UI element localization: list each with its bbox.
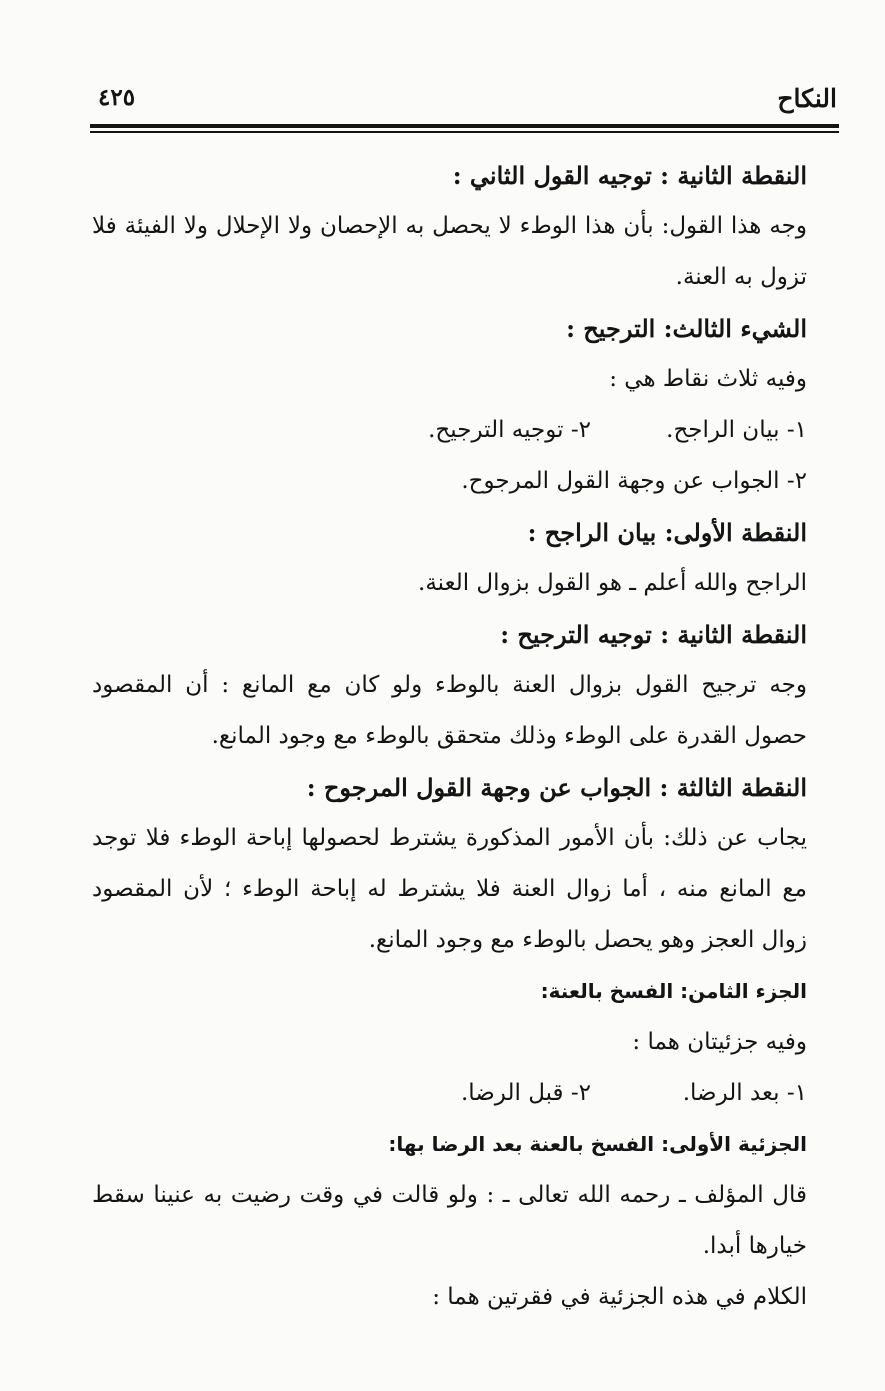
list-item-2: ٢- توجيه الترجيح. (428, 417, 591, 443)
paragraph-three-points-intro: وفيه ثلاث نقاط هي : (609, 366, 807, 392)
paragraph-preferred-opinion: الراجح والله أعلم ـ هو القول بزوال العنة. (418, 570, 807, 596)
paragraph-author-quote: قال المؤلف ـ رحمه الله تعالى ـ : ولو قالت في وقت رضيت به عنينا سقط خيارها أبدا. (92, 1182, 807, 1259)
paragraph-discussion-intro: الكلام في هذه الجزئية في فقرتين هما : (432, 1284, 807, 1310)
header-rule-thick (90, 124, 839, 128)
chapter-title: النكاح (777, 84, 837, 113)
page-number: ٤٢٥ (98, 84, 136, 111)
header-rule-thin (90, 131, 839, 133)
paragraph-second-opinion-reason: وجه هذا القول: بأن هذا الوطء لا يحصل به الإحصان ولا الإحلال ولا الفيئة فلا تزول به العنة. (92, 213, 807, 290)
heading-point-two-preference: النقطة الثانية : توجيه الترجيح : (500, 620, 807, 649)
list-item-after-consent: ١- بعد الرضا. (682, 1080, 807, 1106)
list-row-points (92, 405, 835, 456)
heading-point-one: النقطة الأولى: بيان الراجح : (527, 518, 807, 547)
paragraph-two-subparts-intro: وفيه جزئيتان هما : (632, 1029, 807, 1055)
paragraph-response: يجاب عن ذلك: بأن الأمور المذكورة يشترط لحصولها إباحة الوطء فلا توجد مع المانع منه ، أما زوال العنة فلا يشترط له إباحة الوطء ؛ لأن المقصود زوال العجز وهو يحصل بالوطء مع وجود المانع. (92, 825, 807, 953)
list-item-1: ١- بيان الراجح. (666, 417, 807, 443)
paragraph-preference-reason: وجه ترجيح القول بزوال العنة بالوطء ولو كان مع المانع : أن المقصود حصول القدرة على الوطء وذلك متحقق بالوطء مع وجود المانع. (92, 672, 807, 749)
heading-point-three: النقطة الثالثة : الجواب عن وجهة القول المرجوح : (306, 773, 807, 802)
list-row-subparts (92, 1068, 835, 1119)
list-item-3: ٢- الجواب عن وجهة القول المرجوح. (461, 468, 807, 494)
heading-first-subpart: الجزئية الأولى: الفسخ بالعنة بعد الرضا بها: (388, 1132, 807, 1156)
heading-part-eight: الجزء الثامن: الفسخ بالعنة: (540, 979, 807, 1003)
list-item-before-consent: ٢- قبل الرضا. (460, 1080, 591, 1106)
heading-third-thing-preference: الشيء الثالث: الترجيح : (566, 314, 807, 343)
page-body (92, 150, 835, 1323)
heading-point-two: النقطة الثانية : توجيه القول الثاني : (452, 161, 807, 190)
running-header (90, 78, 837, 118)
